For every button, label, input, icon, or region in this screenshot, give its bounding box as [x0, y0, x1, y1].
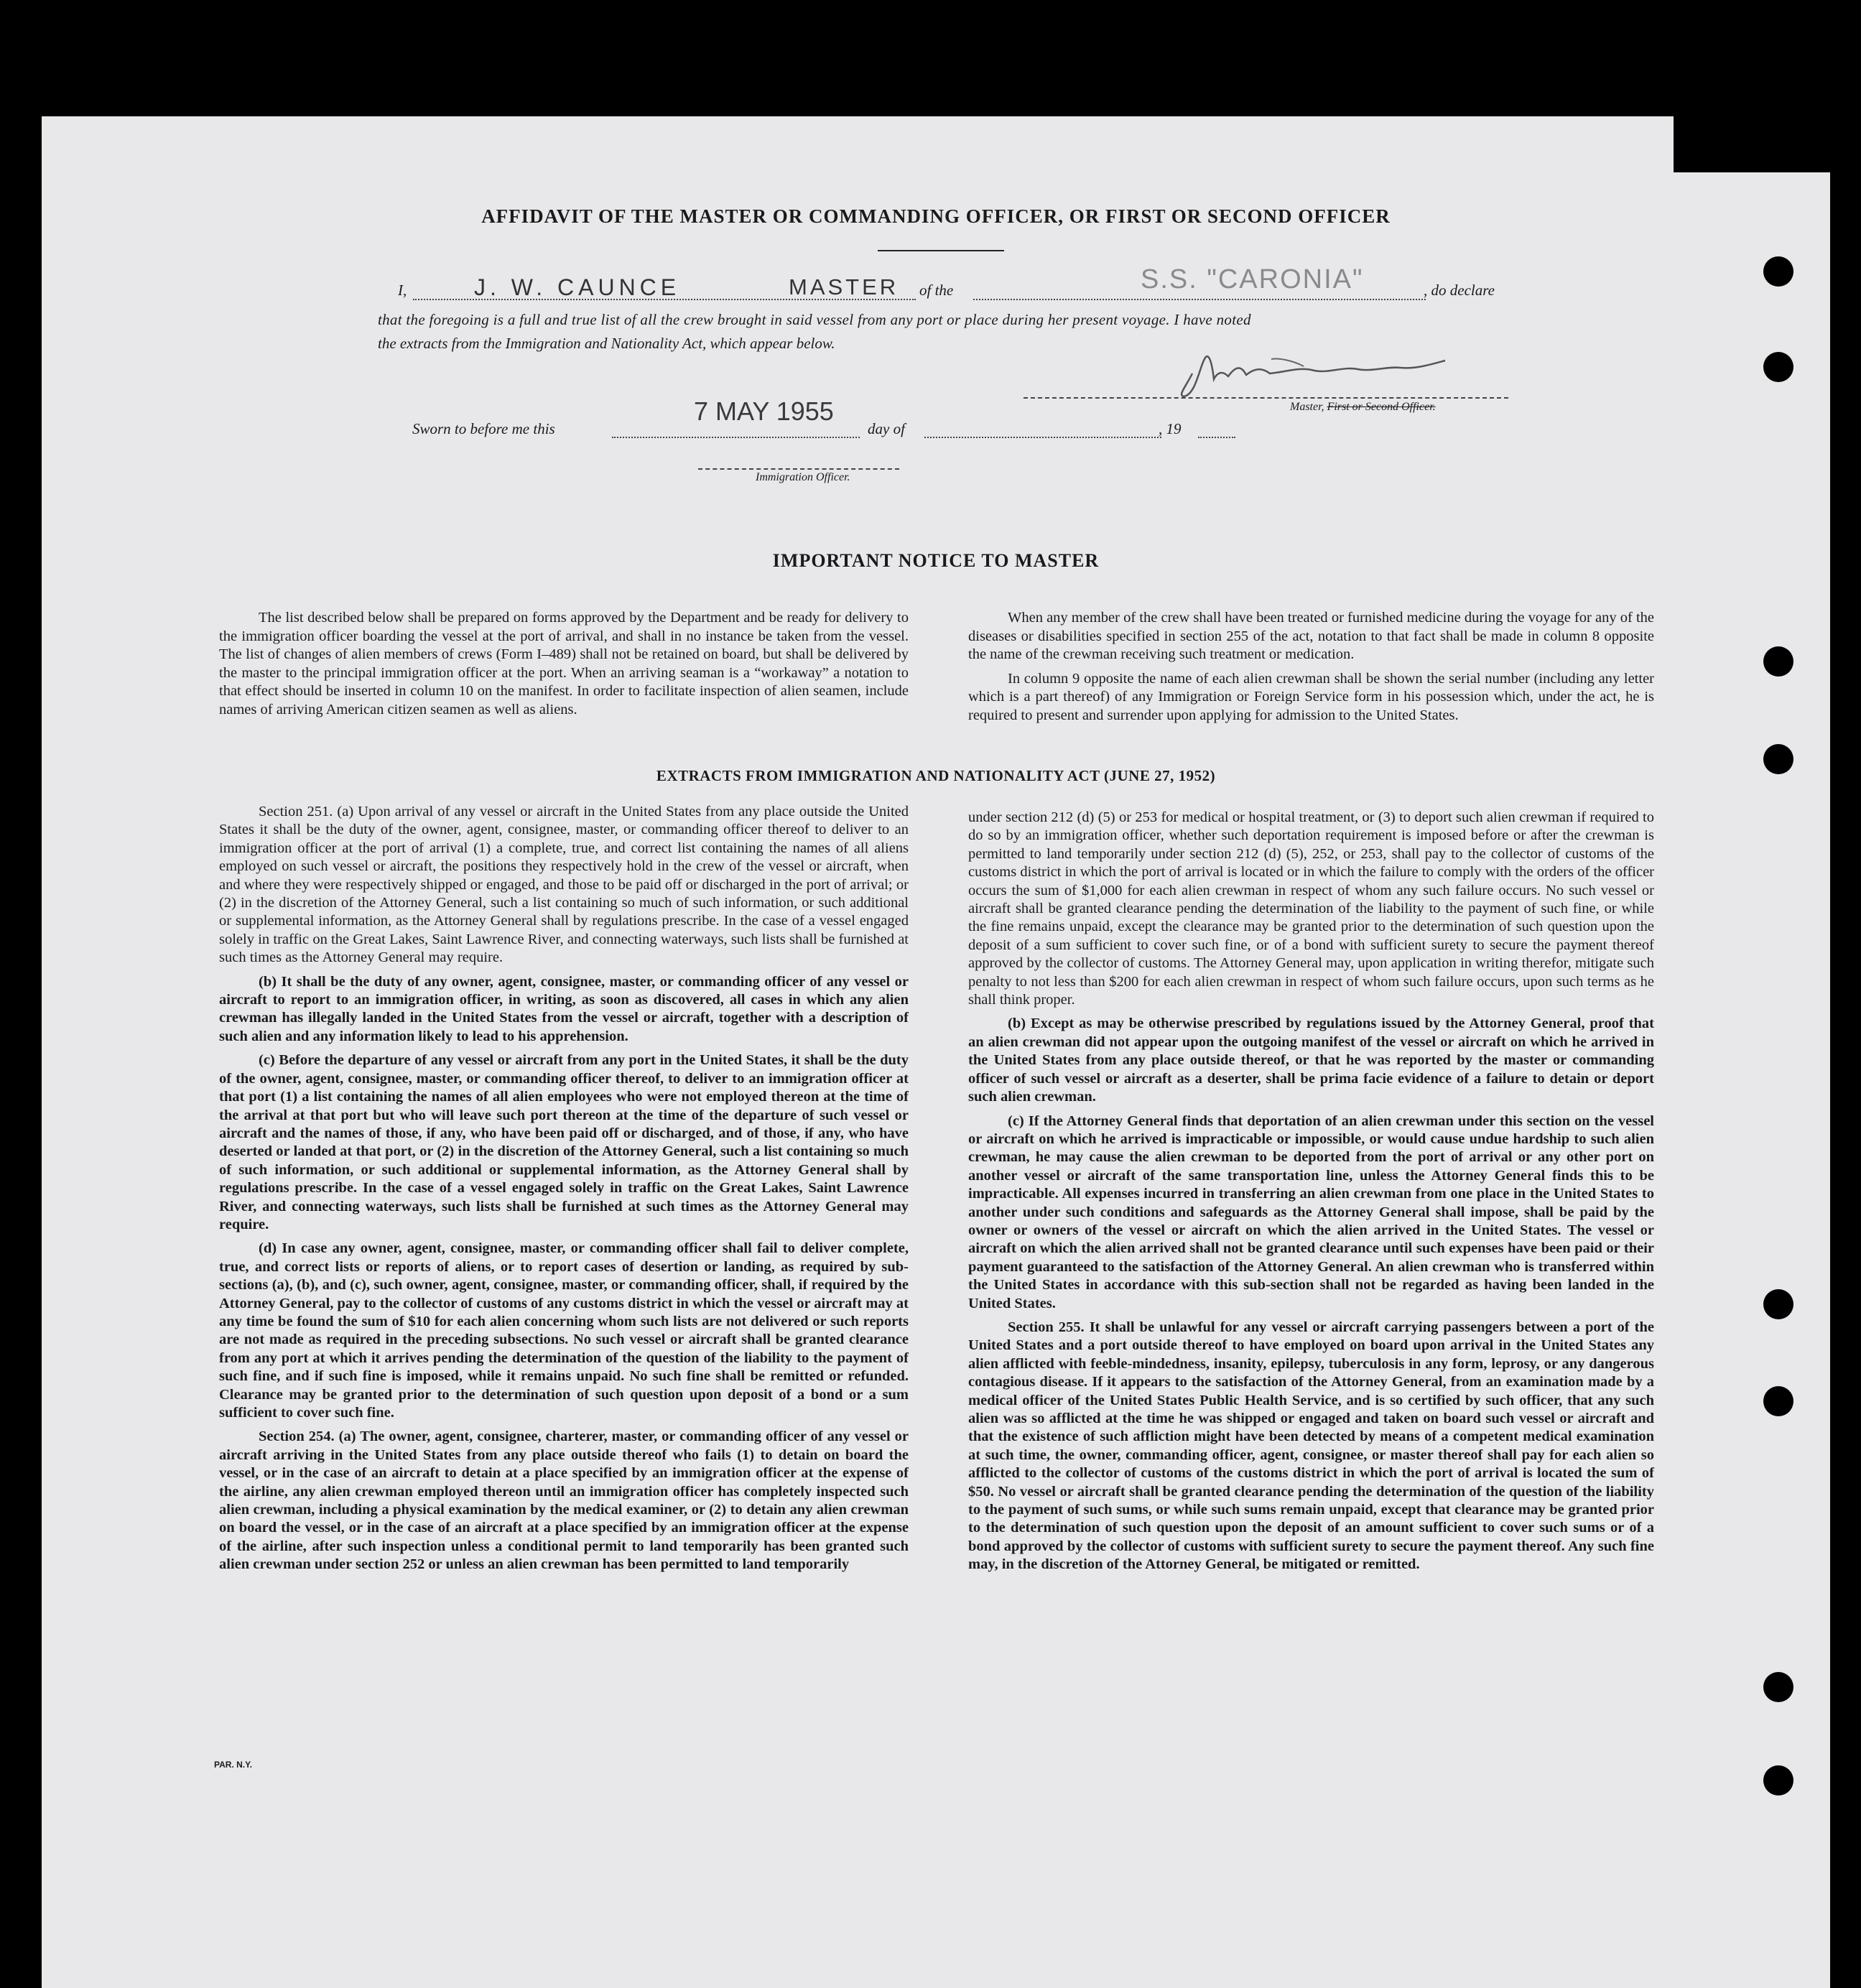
declaration-line-3: the extracts from the Immigration and Nationality Act, which appear below.	[378, 335, 835, 352]
vessel-line	[973, 299, 1426, 300]
do-declare-label: , do declare	[1424, 282, 1495, 299]
master-signature	[1178, 345, 1458, 402]
punch-hole	[1763, 1386, 1793, 1416]
punch-hole	[1763, 1289, 1793, 1319]
punch-hole	[1763, 646, 1793, 677]
printer-mark: PAR. N.Y.	[214, 1760, 253, 1770]
notice-right-paragraph: When any member of the crew shall have been treated or furnished medicine during the voyage for any of the diseases or disabilities specified in section 255 of the act, notation to that fact shall be made in column 8 opposite the name of the crewman receiving such treatment or medication.	[968, 610, 1654, 663]
master-signature-label	[1290, 401, 1436, 414]
title-divider	[878, 250, 1004, 251]
notice-left-paragraph: The list described below shall be prepared on forms approved by the Department and be ready for delivery to the immigration officer boarding the vessel at the port of arrival, and shall in no instance be taken from the vessel. The list of changes of alien members of crews (Form I–489) shall not be retained on board, but shall be delivered by the master to the principal immigration officer at the port. When an arriving seaman is a “workaway” a notation to that effect should be inserted in column 10 on the manifest. In order to facilitate inspection of alien seamen, include names of arriving American citizen seamen as well as aliens.	[219, 610, 909, 717]
torn-corner	[1674, 115, 1861, 172]
immigration-officer-line	[698, 468, 899, 470]
i-label: I,	[398, 282, 407, 299]
section-255: Section 255. It shall be unlawful for any vessel or aircraft carrying passengers between a port of the United States and a port outside thereof to have employed on board upon arrival in the United States any alien afflicted with feeble-mindedness, insanity, epilepsy, tuberculosis in any form, leprosy, or any dangerous contagious disease. If it appears to the satisfaction of the Attorney General, from an examination made by a medical officer of the United States Public Health Service, and is so certified by such officer, that any such alien was so afflicted at the time he was shipped or engaged and taken on board such vessel or aircraft and that the existence of such affliction might have been detected by means of a competent medical examination at such time, the owner, commanding officer, agent, consignee, or master thereof shall pay for each alien so afflicted to the collector of customs of the customs district in which the port of arrival is located the sum of $50. No vessel or aircraft shall be granted clearance pending the determination of the question of the liability to the payment of such sums, or while such sums remain unpaid, except that clearance may be granted prior to the determination of such question upon the deposit of an amount sufficient to cover such sums or of a bond approved by the collector of customs with sufficient surety to secure the payment thereof. Any such fine may, in the discretion of the Attorney General, be mitigated or remitted.	[968, 1319, 1654, 1573]
master-rank: MASTER	[789, 274, 899, 299]
extracts-title: EXTRACTS FROM IMMIGRATION AND NATIONALITY ACT (JUNE 27, 1952)	[656, 767, 1216, 784]
punch-hole	[1763, 352, 1793, 382]
section-254-continued: under section 212 (d) (5) or 253 for medical or hospital treatment, or (3) to deport such alien crewman if required to do so by an immigration officer, whether such deportation requirement is imposed before or after the crewman is permitted to land temporarily under section 212 (d) (5), 252, or 253, shall pay to the collector of customs of the customs district in which the port of arrival is located or in which the failure to comply with the orders of the officer occurs the sum of $1,000 for each alien crewman in respect of whom any such failure occurs. No such vessel or aircraft shall be granted clearance pending the determination of the liability to the payment of such fine, or while the fine remains unpaid, except the clearance may be granted prior to the determination of such question upon the deposit of a sum sufficient to cover such fine, or of a bond with sufficient surety to secure the payment thereof approved by the collector of customs. The Attorney General may, upon application in writing therefor, mitigate such penalty to not less than $200 for each alien crewman in respect of whom such failure occurs, upon such terms as he shall think proper.	[968, 809, 1654, 1008]
vessel-name: S.S. "CARONIA"	[1141, 264, 1364, 294]
section-251-b: (b) It shall be the duty of any owner, agent, consignee, master, or commanding officer of any vessel or aircraft to report to an immigration officer, in writing, as soon as discovered, all cases in which any alien crewman has illegally landed in the United States from the vessel or aircraft, together with a description of such alien and any information likely to lead to his apprehension.	[219, 973, 909, 1044]
day-of-label: day of	[868, 420, 905, 437]
year-label: , 19	[1159, 420, 1182, 437]
punch-hole	[1763, 1672, 1793, 1702]
section-254-c: (c) If the Attorney General finds that deportation of an alien crewman under this section on the vessel or aircraft on which he arrived is impracticable or impossible, or would cause undue hardship to such alien crewman, he may cause the alien crewman to be deported from the port of arrival or any other port on another vessel or aircraft of the same transportation line, unless the Attorney General finds this to be impracticable. All expenses incurred in transferring an alien crewman from one place in the United States to another under such conditions and safeguards as the Attorney General shall impose, shall be paid by the owner or owners of the vessel or aircraft on which the alien arrived in the United States. The vessel or aircraft on which the alien arrived shall not be granted clearance until such expenses have been paid or their payment guaranteed to the satisfaction of the Attorney General. An alien crewman who is transferred within the United States in accordance with this sub-section shall not be regarded as having been landed in the United States.	[968, 1113, 1654, 1311]
section-251-d: (d) In case any owner, agent, consignee, master, or commanding officer shall fail to deliver complete, true, and correct lists or reports of aliens, or to report cases of desertion or landing, as required by sub-sections (a), (b), and (c), such owner, agent, consignee, master, or commanding officer, shall, if required by the Attorney General, pay to the collector of customs of any customs district in which the vessel or aircraft may at any time be found the sum of $10 for each alien concerning whom such lists are not delivered or such reports are not made as required in the preceding subsections. No such vessel or aircraft shall be granted clearance from any port at which it arrives pending the determination of the question of the liability to the payment of such fine, and if such fine is imposed, while it remains unpaid. No such fine shall be remitted or refunded. Clearance may be granted prior to the determination of such question upon deposit of a bond or a sum sufficient to cover such fine.	[219, 1240, 909, 1421]
section-254-a: Section 254. (a) The owner, agent, consignee, charterer, master, or commanding officer of any vessel or aircraft arriving in the United States from any place outside thereof who fails (1) to detain on board the vessel, or in the case of an aircraft to detain at a place specified by an immigration officer at the expense of the airline, any alien crewman employed thereon until an immigration officer has completely inspected such alien crewman, including a physical examination by the medical examiner, or (2) to detain any alien crewman on board the vessel, or in the case of an aircraft at a place specified by an immigration officer at the expense of the airline, after such inspection unless a conditional permit to land temporarily has been granted such alien crewman under section 252 or unless an alien crewman has been permitted to land temporarily	[219, 1429, 909, 1573]
declaration-line-2: that the foregoing is a full and true list of all the crew brought in said vessel from any port or place during her present voyage. I have noted	[378, 311, 1251, 328]
master-name: J. W. CAUNCE	[474, 274, 681, 300]
notice-left-column	[219, 609, 909, 725]
immigration-officer-label: Immigration Officer.	[756, 471, 850, 483]
month-line	[924, 437, 1161, 438]
signature-line	[1024, 397, 1508, 399]
master-label: Master,	[1290, 401, 1324, 413]
section-251-c: (c) Before the departure of any vessel or aircraft from any port in the United States, it shall be the duty of the owner, agent, consignee, master, or commanding officer thereof, to deliver to an immigration officer at that port (1) a list containing the names of all alien employees who were not employed thereon at the time of the arrival at that port but who will leave such port thereon at the time of the departure of such vessel or aircraft and the names of those, if any, who have been paid off or discharged, and of those, if any, who have deserted or landed at that port, or (2) in the discretion of the Attorney General, such a list containing so much of such information, or such additional or supplemental information, as the Attorney General shall by regulations prescribe. In the case of a vessel engaged solely in traffic on the Great Lakes, Saint Lawrence River, and connecting waterways, such lists shall be furnished at such times as the Attorney General may require.	[219, 1052, 909, 1232]
struck-officer-label: First or Second Officer.	[1327, 401, 1436, 413]
extracts-left-column	[219, 803, 909, 1580]
punch-hole	[1763, 1765, 1793, 1796]
affidavit-title: AFFIDAVIT OF THE MASTER OR COMMANDING OFFICER, OR FIRST OR SECOND OFFICER	[481, 205, 1391, 227]
sworn-date-stamp: 7 MAY 1955	[694, 396, 834, 426]
year-line	[1198, 437, 1235, 438]
sworn-day-line	[612, 437, 860, 438]
extracts-right-column	[968, 809, 1654, 1580]
notice-right-paragraph: In column 9 opposite the name of each alien crewman shall be shown the serial number (including any letter which is a part thereof) of any Immigration or Foreign Service form in his possession which, under the act, he is required to present and surrender upon applying for admission to the United States.	[968, 670, 1654, 723]
section-254-b: (b) Except as may be otherwise prescribed by regulations issued by the Attorney General, proof that an alien crewman did not appear upon the outgoing manifest of the vessel or aircraft on which he arrived in the United States from any place outside thereof, or that he was reported by the master or commanding officer of such vessel or aircraft as a deserter, shall be prima facie evidence of a failure to detain or deport such alien crewman.	[968, 1016, 1654, 1105]
of-the-label: of the	[919, 282, 954, 299]
sworn-label: Sworn to before me this	[412, 420, 555, 437]
punch-hole	[1763, 256, 1793, 287]
section-251-a: Section 251. (a) Upon arrival of any vessel or aircraft in the United States from any place outside the United States it shall be the duty of the owner, agent, consignee, master, or commanding officer thereof to deliver to an immigration officer at the port of arrival (1) a complete, true, and correct list containing the names of all aliens employed on such vessel or aircraft, the positions they respectively hold in the crew of the vessel or aircraft, when and where they were respectively shipped or engaged, and those to be paid off or discharged in the port of arrival; or (2) in the discretion of the Attorney General, such a list containing so much of such information, or such additional or supplemental information, as the Attorney General shall by regulations prescribe. In the case of a vessel engaged solely in traffic on the Great Lakes, Saint Lawrence River, and connecting waterways, such lists shall be furnished at such times as the Attorney General may require.	[219, 804, 909, 966]
notice-right-column	[968, 609, 1654, 731]
notice-title: IMPORTANT NOTICE TO MASTER	[772, 550, 1100, 571]
